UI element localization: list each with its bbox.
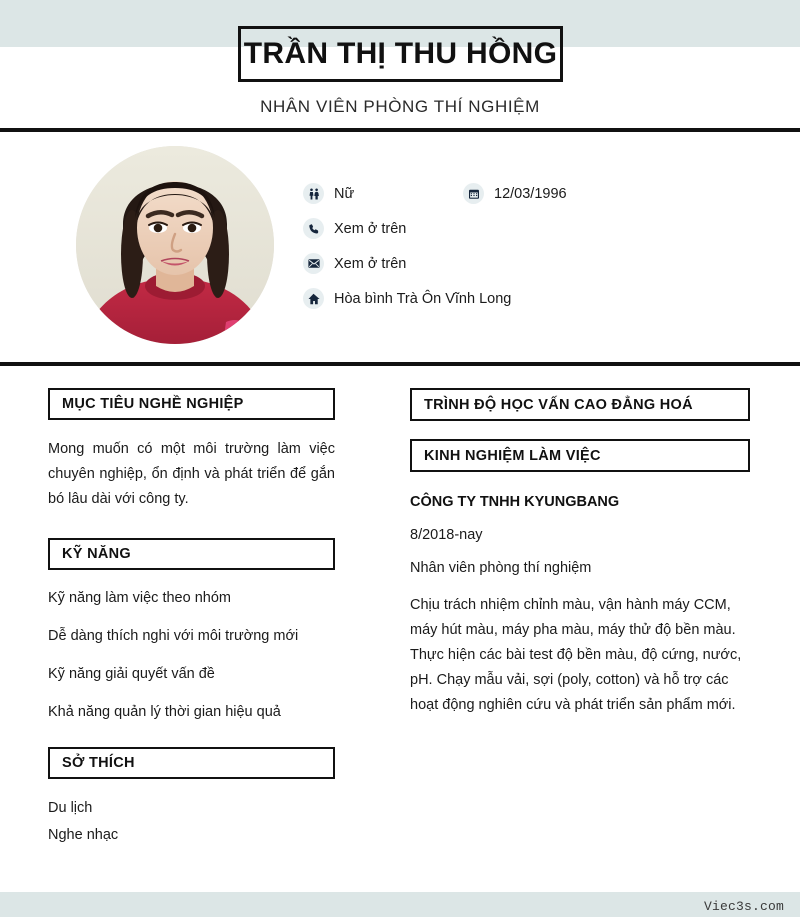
contact-address-value: Hòa bình Trà Ôn Vĩnh Long bbox=[334, 290, 512, 307]
section-skills-header bbox=[48, 538, 335, 570]
site-watermark: Viec3s.com bbox=[703, 899, 784, 914]
right-column bbox=[410, 388, 750, 718]
section-experience-title: KINH NGHIỆM LÀM VIỆC bbox=[424, 447, 601, 464]
experience-period: 8/2018-nay bbox=[410, 527, 483, 543]
bottom-decorative-band bbox=[0, 892, 800, 917]
contact-row bbox=[303, 281, 773, 316]
experience-description: Chịu trách nhiệm chỉnh màu, vận hành máy CCM, máy hút màu, máy pha màu, máy thử độ bền màu. Thực hiện các bài test độ bền màu, độ cứng, nước, pH. Chạy mẫu vải, sợi (poly, cotton) và hỗ trợ các hoạt động nghiên cứu và phát triển sản phẩm mới. bbox=[410, 597, 742, 713]
calendar-icon bbox=[463, 183, 484, 204]
gender-icon bbox=[303, 183, 324, 204]
contact-gender bbox=[303, 183, 354, 204]
contact-list bbox=[303, 176, 773, 316]
objective-text: Mong muốn có một môi trường làm việc chuyên nghiệp, ổn định và phát triển để gắn bó lâu dài với công ty. bbox=[48, 441, 335, 507]
email-icon bbox=[303, 253, 324, 274]
candidate-job-title: NHÂN VIÊN PHÒNG THÍ NGHIỆM bbox=[260, 97, 540, 116]
list-item: Khả năng quản lý thời gian hiệu quả bbox=[48, 703, 281, 720]
contact-row bbox=[303, 211, 773, 246]
section-objective-header bbox=[48, 388, 335, 420]
list-item: Nghe nhạc bbox=[48, 826, 119, 843]
experience-role: Nhân viên phòng thí nghiệm bbox=[410, 560, 592, 576]
experience-company: CÔNG TY TNHH KYUNGBANG bbox=[410, 494, 620, 510]
section-objective-title: MỤC TIÊU NGHỀ NGHIỆP bbox=[62, 396, 244, 412]
phone-icon bbox=[303, 218, 324, 239]
contact-row bbox=[303, 176, 773, 211]
home-icon bbox=[303, 288, 324, 309]
contact-phone-value: Xem ở trên bbox=[334, 220, 407, 237]
section-education-title: TRÌNH ĐỘ HỌC VẤN CAO ĐẲNG HOÁ bbox=[424, 396, 693, 413]
contact-birthdate bbox=[463, 183, 567, 204]
avatar bbox=[76, 146, 274, 344]
section-hobbies-header bbox=[48, 747, 335, 779]
section-experience-header bbox=[410, 439, 750, 472]
list-item: Kỹ năng giải quyết vấn đề bbox=[48, 665, 215, 682]
list-item: Kỹ năng làm việc theo nhóm bbox=[48, 589, 231, 606]
skills-list bbox=[48, 586, 335, 725]
section-skills-title: KỸ NĂNG bbox=[62, 545, 131, 562]
contact-phone bbox=[303, 218, 406, 239]
contact-row bbox=[303, 246, 773, 281]
body-divider-rule bbox=[0, 362, 800, 366]
contact-birthdate-value: 12/03/1996 bbox=[494, 185, 567, 202]
candidate-name: TRẦN THỊ THU HỒNG bbox=[243, 37, 558, 70]
identity-section bbox=[0, 132, 800, 362]
section-education-header bbox=[410, 388, 750, 421]
contact-email bbox=[303, 253, 406, 274]
list-item: Dễ dàng thích nghi với môi trường mới bbox=[48, 627, 299, 644]
contact-email-value: Xem ở trên bbox=[334, 255, 407, 272]
list-item: Du lịch bbox=[48, 799, 93, 816]
contact-gender-value: Nữ bbox=[334, 185, 355, 202]
section-hobbies-title: SỞ THÍCH bbox=[62, 754, 135, 771]
candidate-name-box bbox=[238, 26, 563, 82]
left-column bbox=[48, 388, 335, 849]
hobbies-list bbox=[48, 796, 335, 848]
contact-address bbox=[303, 288, 511, 309]
